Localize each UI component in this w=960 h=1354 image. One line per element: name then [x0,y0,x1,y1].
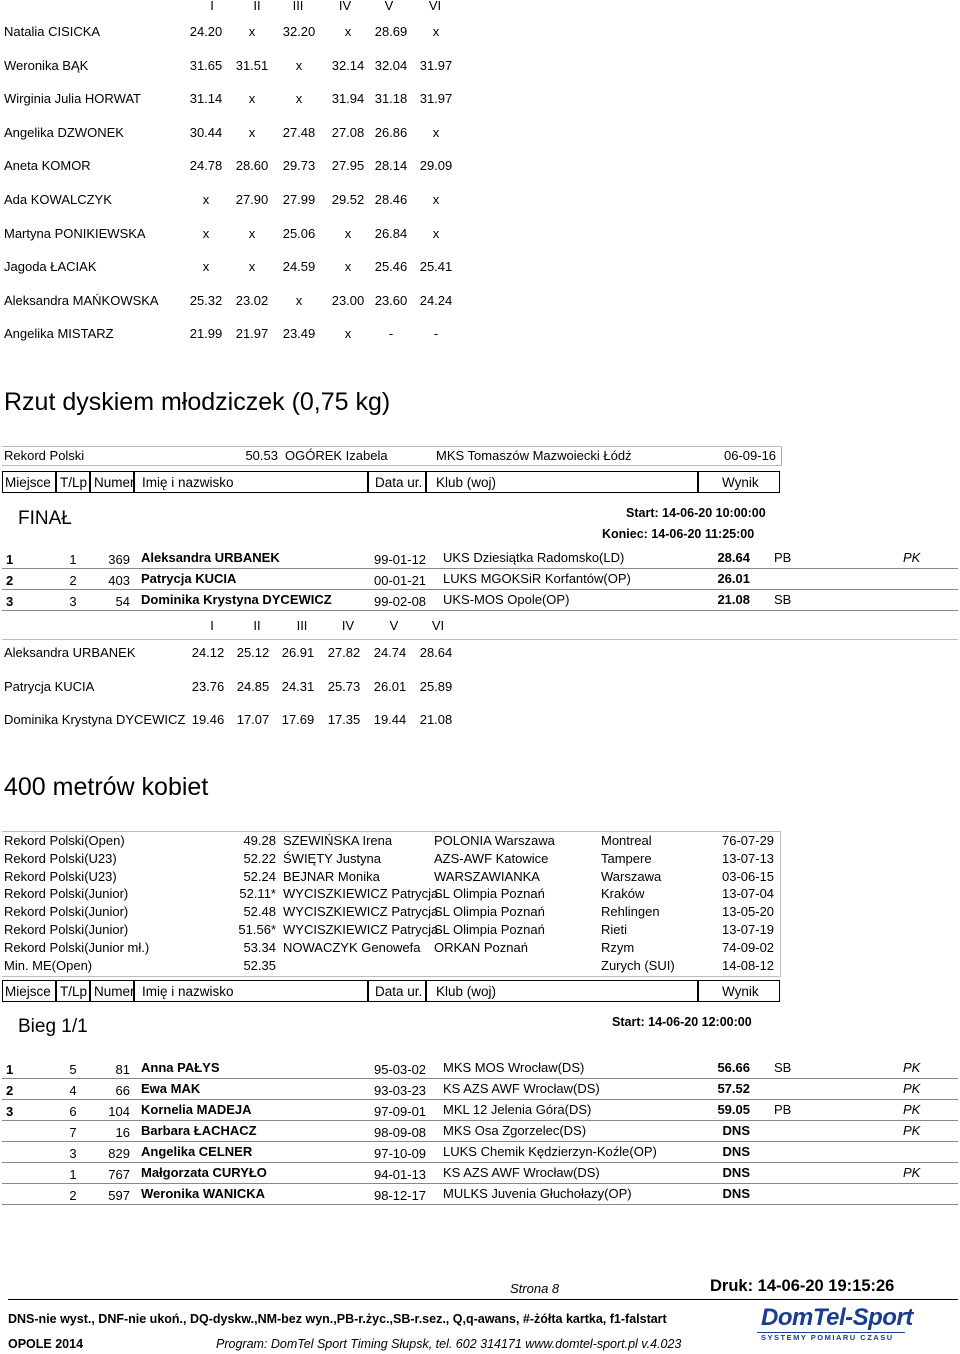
record-value: 50.53 [245,448,278,463]
result-number: 54 [115,594,130,609]
column-header-label: Data ur. [375,475,423,490]
result-dob: 93-03-23 [374,1083,427,1098]
attempt-value: x [248,259,256,275]
record-label: Rekord Polski(Junior) [4,922,129,937]
result-dob: 99-01-12 [374,552,427,567]
attempt-value: 21.99 [189,326,223,342]
result-place: 1 [6,552,14,567]
result-row-rule [2,589,958,590]
attempt-value: 31.18 [374,91,408,107]
record-city: Rehlingen [601,904,660,920]
attempt-value: x [248,24,256,39]
result-lp: 4 [69,1083,77,1098]
athlete-name: Aneta KOMOR [4,158,91,174]
result-number: 369 [108,552,130,567]
record-label: Rekord Polski(Junior) [4,904,129,920]
record-club: WARSZAWIANKA [434,868,540,884]
result-dob: 98-12-17 [374,1188,427,1203]
record-label: Rekord Polski(Junior) [4,886,129,902]
result-club: LUKS MGOKSiR Korfantów(OP) [443,571,631,586]
attempt-value: 23.00 [331,292,365,308]
result-value: 21.08 [717,592,750,607]
record-city: Zurych (SUI) [601,957,675,973]
result-lp: 1 [69,1167,77,1182]
attempt-value: x [432,225,440,241]
record-holder: BEJNAR Monika [283,868,380,884]
result-value: 59.05 [717,1102,750,1117]
attempt-value: 31.14 [189,91,223,107]
attempt-value: 27.99 [282,192,316,207]
result-number: 829 [108,1146,130,1161]
result-row-rule [2,610,958,611]
result-club: MULKS Juvenia Głuchołazy(OP) [443,1186,632,1201]
result-number: 81 [115,1062,130,1077]
attempt-value: 24.74 [373,645,407,660]
result-dob: 99-02-08 [374,594,427,609]
result-club: MKS MOS Wrocław(DS) [443,1060,585,1075]
attempt-value: x [202,225,210,241]
record-holder: OGÓREK Izabela [285,448,388,463]
column-header-label: T/Lp [60,475,88,490]
column-header-label: Data ur. [375,984,423,999]
result-name: Dominika Krystyna DYCEWICZ [141,592,332,607]
attempt-value: 19.46 [191,712,225,727]
attempt-value: 21.08 [419,712,453,727]
attempt-header-label: IV [338,0,352,13]
result-name: Ewa MAK [141,1081,201,1096]
result-dob: 97-10-09 [374,1146,427,1161]
result-value: 28.64 [717,550,750,565]
record-value: 51.56* [238,922,276,937]
result-name: Kornelia MADEJA [141,1102,252,1117]
footer-rule [8,1299,958,1300]
attempt-value: 24.59 [282,259,316,275]
divider [2,639,958,640]
athlete-name: Jagoda ŁACIAK [4,259,97,275]
attempt-value: 23.76 [191,678,225,694]
column-header-label: Miejsce [5,984,51,999]
column-header-label: T/Lp [60,984,88,999]
result-name: Weronika WANICKA [141,1186,265,1201]
attempt-value: 25.46 [374,259,408,275]
result-row-rule [2,568,958,569]
attempt-value: 26.01 [373,678,407,694]
attempt-value: x [344,24,352,39]
athlete-name: Dominika Krystyna DYCEWICZ [4,712,186,727]
record-holder: WYCISZKIEWICZ Patrycja [283,904,439,920]
result-lp: 3 [69,1146,77,1161]
record-label: Rekord Polski(U23) [4,850,117,866]
column-header-label: Wynik [722,475,759,490]
record-city: Tampere [601,850,652,866]
record-city: Kraków [601,886,645,902]
athlete-name: Ada KOWALCZYK [4,192,112,207]
heat-label: Bieg 1/1 [18,1016,88,1037]
result-dob: 98-09-08 [374,1125,427,1140]
attempt-value: x [344,326,352,342]
attempt-value: x [344,259,352,275]
attempt-value: 24.24 [419,292,453,308]
attempt-value: x [248,225,256,241]
result-dob: 97-09-01 [374,1104,427,1119]
attempt-value: 19.44 [373,712,407,727]
attempt-header-label: V [384,0,394,13]
record-label: Rekord Polski(Open) [4,833,125,848]
attempt-header-label: II [253,0,261,13]
result-club: MKS Osa Zgorzelec(DS) [443,1123,587,1138]
record-date: 13-07-19 [722,922,775,937]
record-date: 03-06-15 [722,868,775,884]
record-holder: ŚWIĘTY Justyna [283,850,382,866]
attempt-value: 32.04 [374,57,408,73]
record-date: 76-07-29 [722,833,775,848]
result-name: Angelika CELNER [141,1144,253,1159]
attempt-value: 26.91 [281,645,315,660]
domtel-logo [757,1302,913,1344]
result-lp: 7 [69,1125,77,1140]
attempt-header-label: IV [341,618,355,633]
record-date: 13-07-13 [722,850,775,866]
result-dob: 00-01-21 [374,573,427,588]
result-value: DNS [722,1165,750,1180]
result-value: DNS [722,1123,750,1138]
attempt-value: x [202,192,210,207]
result-extra: PK [903,1102,921,1117]
attempt-value: 25.32 [189,292,223,308]
result-value: DNS [722,1144,750,1159]
athlete-name: Wirginia Julia HORWAT [4,91,142,107]
attempt-value: 29.52 [331,192,365,207]
attempt-value: 28.14 [374,158,408,174]
attempt-value: 23.02 [235,292,269,308]
attempt-header-label: I [210,618,214,633]
record-label: Rekord Polski(Junior mł.) [4,939,150,955]
attempt-value: 31.97 [419,91,453,107]
attempt-value: - [388,326,394,342]
column-header-label: Klub (woj) [436,475,497,490]
attempt-value: 17.35 [327,712,361,727]
result-row-rule [2,1162,958,1163]
discus-title: Rzut dyskiem młodziczek (0,75 kg) [4,388,391,416]
attempt-value: 25.12 [236,645,270,660]
column-header-label: Miejsce [5,475,51,490]
record-city: Rieti [601,922,628,937]
page-number: Strona 8 [510,1281,560,1296]
attempt-header-label: V [389,618,399,633]
attempt-value: 31.94 [331,91,365,107]
result-value: 57.52 [717,1081,750,1096]
result-extra: PK [903,1060,921,1075]
event-name: OPOLE 2014 [8,1337,84,1351]
result-place: 2 [6,1083,14,1098]
result-name: Małgorzata CURYŁO [141,1165,267,1180]
record-date: 13-07-04 [722,886,775,902]
attempt-value: 24.20 [189,24,223,39]
athlete-name: Angelika DZWONEK [4,124,124,140]
attempt-value: x [432,124,440,140]
attempt-value: 31.97 [419,57,453,73]
result-row-rule [2,1120,958,1121]
result-name: Barbara ŁACHACZ [141,1123,257,1138]
result-value: 26.01 [717,571,750,586]
attempt-header-label: III [292,0,304,13]
legend-text: DNS-nie wyst., DNF-nie ukoń., DQ-dyskw.,NM-bez wyn.,PB-r.życ.,SB-r.sez., Q,q-awans, #-żółta kartka, f1-falstart [8,1312,667,1326]
record-holder: WYCISZKIEWICZ Patrycja [283,886,439,902]
result-row-rule [2,1183,958,1184]
record-value: 52.35 [243,957,276,973]
athlete-name: Natalia CISICKA [4,24,101,39]
result-number: 597 [108,1188,130,1203]
record-date: 06-09-16 [724,448,777,463]
result-extra: PK [903,550,921,565]
result-row-rule [2,1204,958,1205]
attempt-value: x [295,57,303,73]
result-number: 767 [108,1167,130,1182]
attempt-value: x [432,24,440,39]
attempt-header-label: VI [428,0,442,13]
discus-start-time: Start: 14-06-20 10:00:00 [626,506,766,520]
athlete-name: Patrycja KUCIA [4,678,95,694]
attempt-value: 27.48 [282,124,316,140]
athlete-name: Weronika BĄK [4,57,89,73]
column-header-label: Numer [94,984,135,999]
attempt-value: 23.60 [374,292,408,308]
result-lp: 1 [69,552,77,567]
attempt-value: 25.41 [419,259,453,275]
result-dob: 95-03-02 [374,1062,427,1077]
result-club: MKL 12 Jelenia Góra(DS) [443,1102,592,1117]
attempt-value: 29.09 [419,158,453,174]
result-club: UKS Dziesiątka Radomsko(LD) [443,550,625,565]
attempt-value: 27.95 [331,158,365,174]
record-value: 52.11* [239,886,276,902]
attempt-value: - [433,326,439,342]
record-label: Rekord Polski [4,448,85,463]
attempt-value: x [295,292,303,308]
attempt-value: 25.06 [282,225,316,241]
discus-record-row [2,446,782,466]
record-value: 52.24 [243,868,276,884]
record-holder: NOWACZYK Genowefa [283,939,421,955]
record-label: Min. ME(Open) [4,957,93,973]
discus-end-time: Koniec: 14-06-20 11:25:00 [602,527,755,541]
logo-sub-text: SYSTEMY POMIARU CZASU [761,1333,894,1342]
attempt-value: 28.69 [374,24,408,39]
result-row-rule [2,1078,958,1079]
column-header-label: Imię i nazwisko [142,475,234,490]
record-date: 74-09-02 [722,939,775,955]
record-city: Rzym [601,939,635,955]
attempt-value: x [248,91,256,107]
result-value: DNS [722,1186,750,1201]
attempt-value: 21.97 [235,326,269,342]
record-city: Montreal [601,833,652,848]
result-place: 3 [6,594,14,609]
result-row-rule [2,1099,958,1100]
result-note: SB [774,1060,792,1075]
column-header-label: Numer [94,475,135,490]
attempt-value: 31.51 [235,57,269,73]
attempt-value: 30.44 [189,124,223,140]
result-number: 104 [108,1104,130,1119]
attempt-value: 27.90 [235,192,269,207]
final-label: FINAŁ [18,508,72,529]
record-value: 52.22 [243,850,276,866]
result-name: Anna PAŁYS [141,1060,220,1075]
record-club: SL Olimpia Poznań [434,886,545,902]
attempt-value: 27.82 [327,645,361,660]
result-name: Aleksandra URBANEK [141,550,280,565]
result-row-rule [2,1141,958,1142]
result-place: 1 [6,1062,14,1077]
attempt-value: 32.14 [331,57,365,73]
attempt-value: x [295,91,303,107]
attempt-header-label: I [210,0,214,13]
result-note: PB [774,1102,792,1117]
attempt-value: 17.07 [236,712,270,727]
result-club: UKS-MOS Opole(OP) [443,592,570,607]
result-extra: PK [903,1081,921,1096]
athlete-name: Angelika MISTARZ [4,326,114,342]
run400-start-time: Start: 14-06-20 12:00:00 [612,1015,752,1029]
athlete-name: Martyna PONIKIEWSKA [4,225,146,241]
program-info: Program: DomTel Sport Timing Słupsk, tel. 602 314171 www.domtel-sport.pl v.4.023 [216,1337,682,1351]
record-club: SL Olimpia Poznań [434,922,545,937]
column-header-label: Imię i nazwisko [142,984,234,999]
result-note: SB [774,592,792,607]
result-lp: 6 [69,1104,77,1119]
attempt-value: 28.60 [235,158,269,174]
record-club: POLONIA Warszawa [434,833,555,848]
column-header-label: Klub (woj) [436,984,497,999]
result-note: PB [774,550,792,565]
athlete-name: Aleksandra URBANEK [4,645,136,660]
result-lp: 3 [69,594,77,609]
result-dob: 94-01-13 [374,1167,427,1182]
record-holder: SZEWIŃSKA Irena [283,833,393,848]
attempt-value: 25.89 [419,678,453,694]
column-header-label: Wynik [722,984,759,999]
result-lp: 5 [69,1062,77,1077]
attempt-header-label: III [296,618,308,633]
attempt-value: 29.73 [282,158,316,174]
result-name: Patrycja KUCIA [141,571,237,586]
result-lp: 2 [69,573,77,588]
record-club: SL Olimpia Poznań [434,904,545,920]
record-label: Rekord Polski(U23) [4,868,117,884]
attempt-value: x [344,225,352,241]
attempt-value: 24.31 [281,678,315,694]
attempt-value: 27.08 [331,124,365,140]
result-value: 56.66 [717,1060,750,1075]
result-extra: PK [903,1165,921,1180]
result-extra: PK [903,1123,921,1138]
record-value: 52.48 [243,904,276,920]
attempt-value: 28.64 [419,645,453,660]
attempt-value: 26.86 [374,124,408,140]
attempt-value: 32.20 [282,24,316,39]
result-club: KS AZS AWF Wrocław(DS) [443,1081,600,1096]
attempt-value: x [248,124,256,140]
result-lp: 2 [69,1188,77,1203]
attempt-value: 24.78 [189,158,223,174]
attempt-value: 24.85 [236,678,270,694]
attempt-value: 17.69 [281,712,315,727]
record-date: 13-05-20 [722,904,775,920]
attempt-value: 31.65 [189,57,223,73]
attempt-value: x [202,259,210,275]
result-number: 16 [115,1125,130,1140]
result-place: 2 [6,573,14,588]
record-value: 53.34 [243,939,276,955]
attempt-value: 23.49 [282,326,316,342]
print-timestamp: Druk: 14-06-20 19:15:26 [710,1277,895,1295]
record-club: AZS-AWF Katowice [434,850,549,866]
result-place: 3 [6,1104,14,1119]
result-club: LUKS Chemik Kędzierzyn-Koźle(OP) [443,1144,657,1159]
result-club: KS AZS AWF Wrocław(DS) [443,1165,600,1180]
attempt-value: 28.46 [374,192,408,207]
record-date: 14-08-12 [722,957,775,973]
attempt-header-label: II [253,618,261,633]
run400-title: 400 metrów kobiet [4,773,209,801]
logo-main-text: DomTel-Sport [761,1304,913,1331]
attempt-value: x [432,192,440,207]
record-club: MKS Tomaszów Mazwoiecki Łódź [436,448,632,463]
result-number: 403 [108,573,130,588]
attempt-value: 25.73 [327,678,361,694]
record-holder: WYCISZKIEWICZ Patrycja [283,922,439,937]
record-club: ORKAN Poznań [434,939,528,955]
attempt-header-label: VI [431,618,445,633]
result-number: 66 [115,1083,130,1098]
record-city: Warszawa [601,868,662,884]
record-value: 49.28 [243,833,276,848]
attempt-value: 26.84 [374,225,408,241]
attempt-value: 24.12 [191,645,225,660]
athlete-name: Aleksandra MAŃKOWSKA [4,292,159,308]
